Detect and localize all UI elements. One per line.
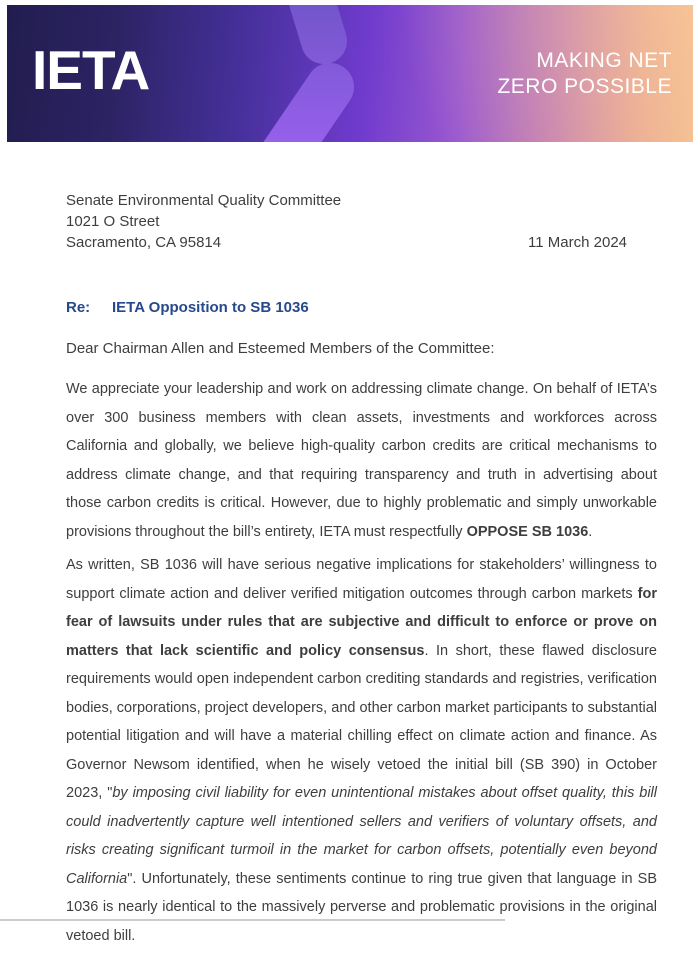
ieta-header-banner xyxy=(7,5,693,142)
salutation: Dear Chairman Allen and Esteemed Members of the Committee: xyxy=(66,340,495,357)
recipient-line-3: Sacramento, CA 95814 xyxy=(66,234,222,251)
ieta-logo: IETA xyxy=(32,39,150,101)
tagline-line-2: ZERO POSSIBLE xyxy=(497,74,672,98)
subject-line xyxy=(66,298,657,318)
page-break-divider xyxy=(0,919,505,921)
subject-text: IETA Opposition to SB 1036 xyxy=(112,299,309,316)
letter-date: 11 March 2024 xyxy=(528,234,627,251)
letter-body xyxy=(66,190,657,950)
recipient-line-1: Senate Environmental Quality Committee xyxy=(66,192,342,209)
header-tagline xyxy=(497,48,672,100)
recipient-line-2: 1021 O Street xyxy=(66,213,160,230)
paragraph-2: As written, SB 1036 will have serious negative implications for stakeholders’ willingness to support climate action and deliver verified mitigation outcomes through carbon markets for fear of lawsuits under rules that are subjective and difficult to enforce or prove on matters that lack scientific and policy consensus. In short, these flawed disclosure requirements would open independent carbon crediting standards and registries, verification bodies, corporations, project developers, and other carbon market participants to substantial potential litigation and will have a material chilling effect on climate action and finance. As Governor Newsom identified, when he wisely vetoed the initial bill (SB 390) in October 2023, "by imposing civil liability for even unintentional mistakes about offset quality, this bill could inadvertently capture well intentioned sellers and verifiers of voluntary offsets, and risks creating significant turmoil in the market for carbon offsets, potentially even beyond California". Unfortunately, these sentiments continue to ring true given that language in SB 1036 is nearly identical to the massively perverse and problematic provisions in the original vetoed bill. xyxy=(66,557,657,944)
subject-prefix: Re: xyxy=(66,299,91,316)
tagline-line-1: MAKING NET xyxy=(536,48,672,72)
recipient-address xyxy=(66,190,657,253)
paragraph-1: We appreciate your leadership and work on addressing climate change. On behalf of IETA’s over 300 business members with clean assets, investments and workforces across California and globally, we believe high-quality carbon credits are critical mechanisms to address climate change, and that requiring transparency and truth in advertising about those carbon credits is critical. However, due to highly problematic and simply unworkable provisions throughout the bill’s entirety, IETA must respectfully OPPOSE SB 1036. xyxy=(66,381,657,540)
